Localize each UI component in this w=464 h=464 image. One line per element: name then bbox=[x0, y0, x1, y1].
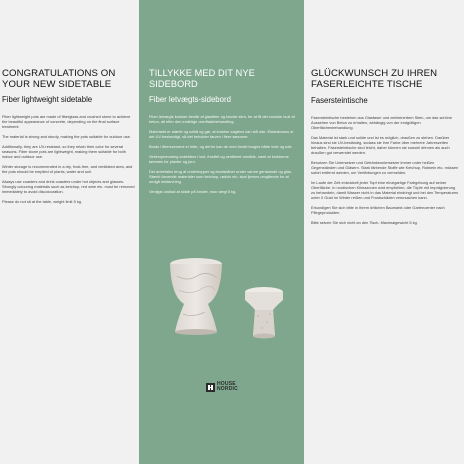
danish-paragraph: Bords i fiberscement er lette, og derfor kan de med fordel bruges både inde og ude. bbox=[149, 144, 293, 149]
german-subtitle: Fasersteintische bbox=[311, 96, 368, 105]
danish-paragraph: Fiber letvægts krukker består af glasfiber og knuste sten, for at få det smukke look af beton, alt efter den endelige overfladebehandling. bbox=[149, 114, 295, 124]
danish-paragraph: Vinteropbevaring anbefales i tørt, frostfrit og ventileret område, samt at krukkerne tømmes for planter og jord. bbox=[149, 154, 289, 164]
danish-column bbox=[139, 0, 304, 464]
english-paragraph: Always use coasters and drink coasters under hot objects and glasses. Strongly colouring materials such as ketchup, red wine etc. must be removed immediately to avoid discolouration. bbox=[2, 179, 135, 194]
english-column bbox=[0, 0, 139, 464]
house-nordic-logo-icon bbox=[206, 383, 215, 392]
english-paragraph: Winter storage is recommended in a dry, frost-free, and ventilated area, and the pots should be emptied of plants, water and soil. bbox=[2, 164, 133, 174]
danish-paragraph: Materialet er stærkt og solidt og gør, at krukker sagtens kan stå ude. Ekstrabonus er det UV-bestandigt, så det beholder farven i flere sæsoner. bbox=[149, 129, 294, 139]
danish-title: TILLYKKE MED DIT NYE SIDEBORD bbox=[149, 68, 255, 89]
danish-paragraph: Venligst undlad at sidde på bordet, max vægt 5 kg. bbox=[149, 189, 237, 194]
house-nordic-logo bbox=[206, 382, 238, 392]
german-paragraph: Benutzen Sie Untersetzer und Getränkeuntersetzer immer unter heißen Gegenständen und Gläsern. Stark färbende Stoffe wie Ketchup, Rotwein etc. müssen sofort entfernt werden, um Verfärbungen zu vermeiden. bbox=[311, 160, 459, 175]
english-paragraph: The material is strong and sturdy, making the pots suitable for outdoor use. bbox=[2, 134, 131, 139]
german-paragraph: Bitte setzen Sie sich nicht an den Tisch. Maximalgewicht 5 kg. bbox=[311, 220, 418, 225]
danish-subtitle: Fiber letvægts-sidebord bbox=[149, 95, 231, 104]
german-paragraph: Fasersteintische bestehen aus Glasfaser und zerkleinertem Stein, um das schöne Aussehen von Beton zu erhalten, abhängig von der endgültigen Oberflächenbehandlung. bbox=[311, 115, 453, 130]
german-title: GLÜCKWUNSCH ZU IHREN FASERLEICHTE TISCHE bbox=[311, 68, 438, 90]
german-paragraph: Das Material ist stark und solide und ist es möglich, draußen zu stehen. Darüber hinaus sind sie UV-beständig, sodass sie ihre Farbe über mehrere Jahreszeiten behalten. Fasersteintische sind leicht, daher können sie sowohl drinnen als auch draußen gut verwendet werden. bbox=[311, 135, 450, 155]
stool-image-large bbox=[167, 256, 225, 336]
stool-image-small bbox=[242, 286, 286, 342]
german-paragraph: Erkundigen Sie sich bitte in Ihrem örtlichen Baumarkt oder Gartencenter nach Pflegeprodukten. bbox=[311, 205, 445, 215]
danish-paragraph: Det anbefales brug af underkopper og bordskåner under varme genstande og glas. Stærkt farvende materialer som ketchup, rødvin etc. skal fjernes omgående for at undgå misfarvning. bbox=[149, 169, 292, 184]
german-column bbox=[304, 0, 464, 464]
english-paragraph: Fiber lightweight pots are made of fiberglass and crushed stone to achieve the beautiful appearance of concrete, depending on the final surface treatment. bbox=[2, 114, 131, 129]
english-paragraph: Please do not sit at the table, weight limit 5 kg. bbox=[2, 199, 83, 204]
german-paragraph: Im Laufe der Zeit entwickelt jeder Topf eine einzigartige Farbgebung auf seiner Oberfläche. In nordischen Klimazonen wird empfohlen, die Töpfe mit Imprägnierung zu behandeln, damit Wasser nicht in das Material eindringt und bei den Temperaturen unter 0 Grad im Winter reißen und Frostschäden verursachen kann. bbox=[311, 180, 459, 200]
english-subtitle: Fiber lightweight sidetable bbox=[2, 95, 93, 104]
english-paragraph: Additionally, they are UV-resistant, so they retain their color for several seasons. Fiber stone pots are lightweight, making them suitable for both indoor and outdoor use. bbox=[2, 144, 126, 159]
product-images bbox=[139, 0, 304, 464]
house-nordic-logo-text: HOUSE NORDIC bbox=[217, 381, 238, 392]
english-title: CONGRATULATIONS ON YOUR NEW SIDETABLE bbox=[2, 68, 116, 90]
